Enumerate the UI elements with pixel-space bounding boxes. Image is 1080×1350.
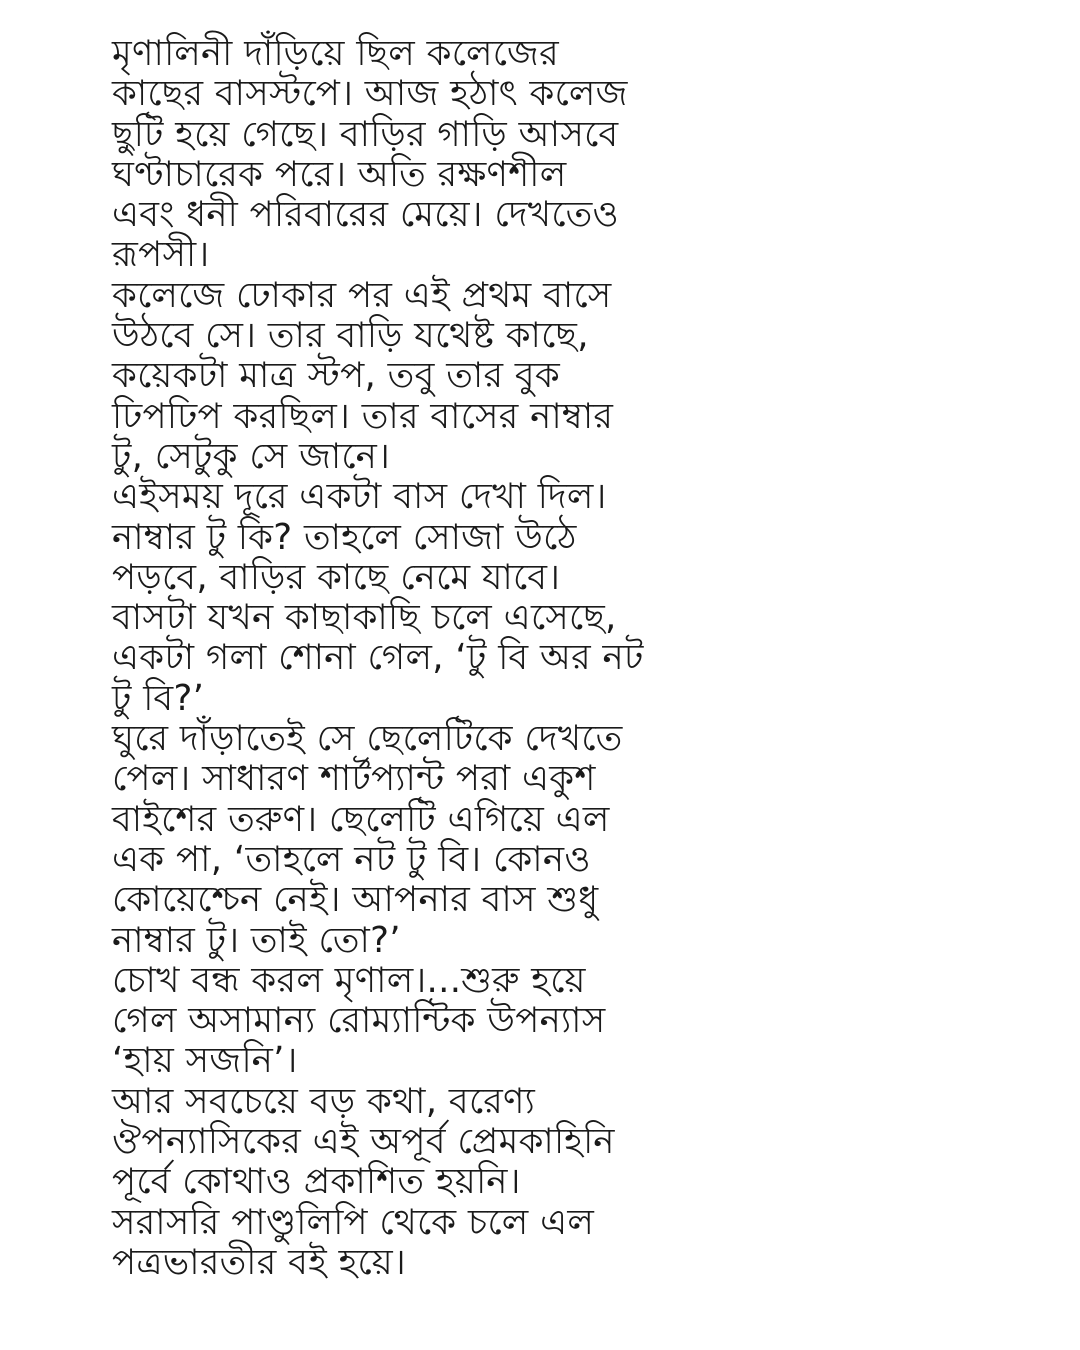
text-line-13: নাম্বার টু কি? তাহলে সোজা উঠে — [112, 516, 577, 558]
text-line-29: পূর্বে কোথাও প্রকাশিত হয়নি। — [112, 1161, 521, 1203]
text-line-8: উঠবে সে। তার বাড়ি যথেষ্ট কাছে, — [112, 315, 589, 357]
text-line-24: চোখ বন্ধ করল মৃণাল।...শুরু হয়ে — [112, 959, 586, 1001]
text-line-14: পড়বে, বাড়ির কাছে নেমে যাবে। — [112, 556, 561, 598]
text-line-18: ঘুরে দাঁড়াতেই সে ছেলেটিকে দেখতে — [112, 718, 623, 760]
text-line-1: মৃণালিনী দাঁড়িয়ে ছিল কলেজের — [112, 33, 559, 74]
story-text — [112, 34, 972, 1283]
text-line-26: ‘হায় সজনি’। — [112, 1040, 298, 1082]
text-line-7: কলেজে ঢোকার পর এই প্রথম বাসে — [112, 274, 612, 316]
text-line-23: নাম্বার টু। তাই তো?’ — [112, 919, 401, 961]
text-line-10: ঢিপঢিপ করছিল। তার বাসের নাম্বার — [112, 395, 614, 437]
text-line-5: এবং ধনী পরিবারের মেয়ে। দেখতেও — [112, 194, 619, 236]
text-line-15: বাসটা যখন কাছাকাছি চলে এসেছে, — [112, 597, 617, 639]
text-line-3: ছুটি হয়ে গেছে। বাড়ির গাড়ি আসবে — [112, 113, 619, 155]
text-line-27: আর সবচেয়ে বড় কথা, বরেণ্য — [112, 1080, 536, 1122]
text-line-9: কয়েকটা মাত্র স্টপ, তবু তার বুক — [112, 355, 561, 397]
text-line-4: ঘণ্টাচারেক পরে। অতি রক্ষণশীল — [112, 153, 567, 195]
text-line-17: টু বি?’ — [112, 677, 205, 719]
text-line-30: সরাসরি পাণ্ডুলিপি থেকে চলে এল — [112, 1201, 595, 1243]
text-line-22: কোয়েশ্চেন নেই। আপনার বাস শুধু — [112, 879, 599, 921]
text-line-11: টু, সেটুকু সে জানে। — [112, 435, 391, 477]
text-line-20: বাইশের তরুণ। ছেলেটি এগিয়ে এল — [112, 798, 610, 840]
text-line-16: একটা গলা শোনা গেল, ‘টু বি অর নট — [112, 637, 644, 679]
text-line-2: কাছের বাসস্টপে। আজ হঠাৎ কলেজ — [112, 73, 628, 115]
text-line-6: রূপসী। — [112, 234, 210, 276]
text-line-28: ঔপন্যাসিকের এই অপূর্ব প্রেমকাহিনি — [112, 1121, 615, 1163]
text-line-25: গেল অসামান্য রোম্যান্টিক উপন্যাস — [112, 1000, 606, 1042]
text-line-12: এইসময় দূরে একটা বাস দেখা দিল। — [112, 476, 607, 518]
text-line-19: পেল। সাধারণ শার্টপ্যান্ট পরা একুশ — [112, 758, 596, 800]
text-line-31: পত্রভারতীর বই হয়ে। — [112, 1241, 406, 1283]
text-line-21: এক পা, ‘তাহলে নট টু বি। কোনও — [112, 838, 591, 880]
